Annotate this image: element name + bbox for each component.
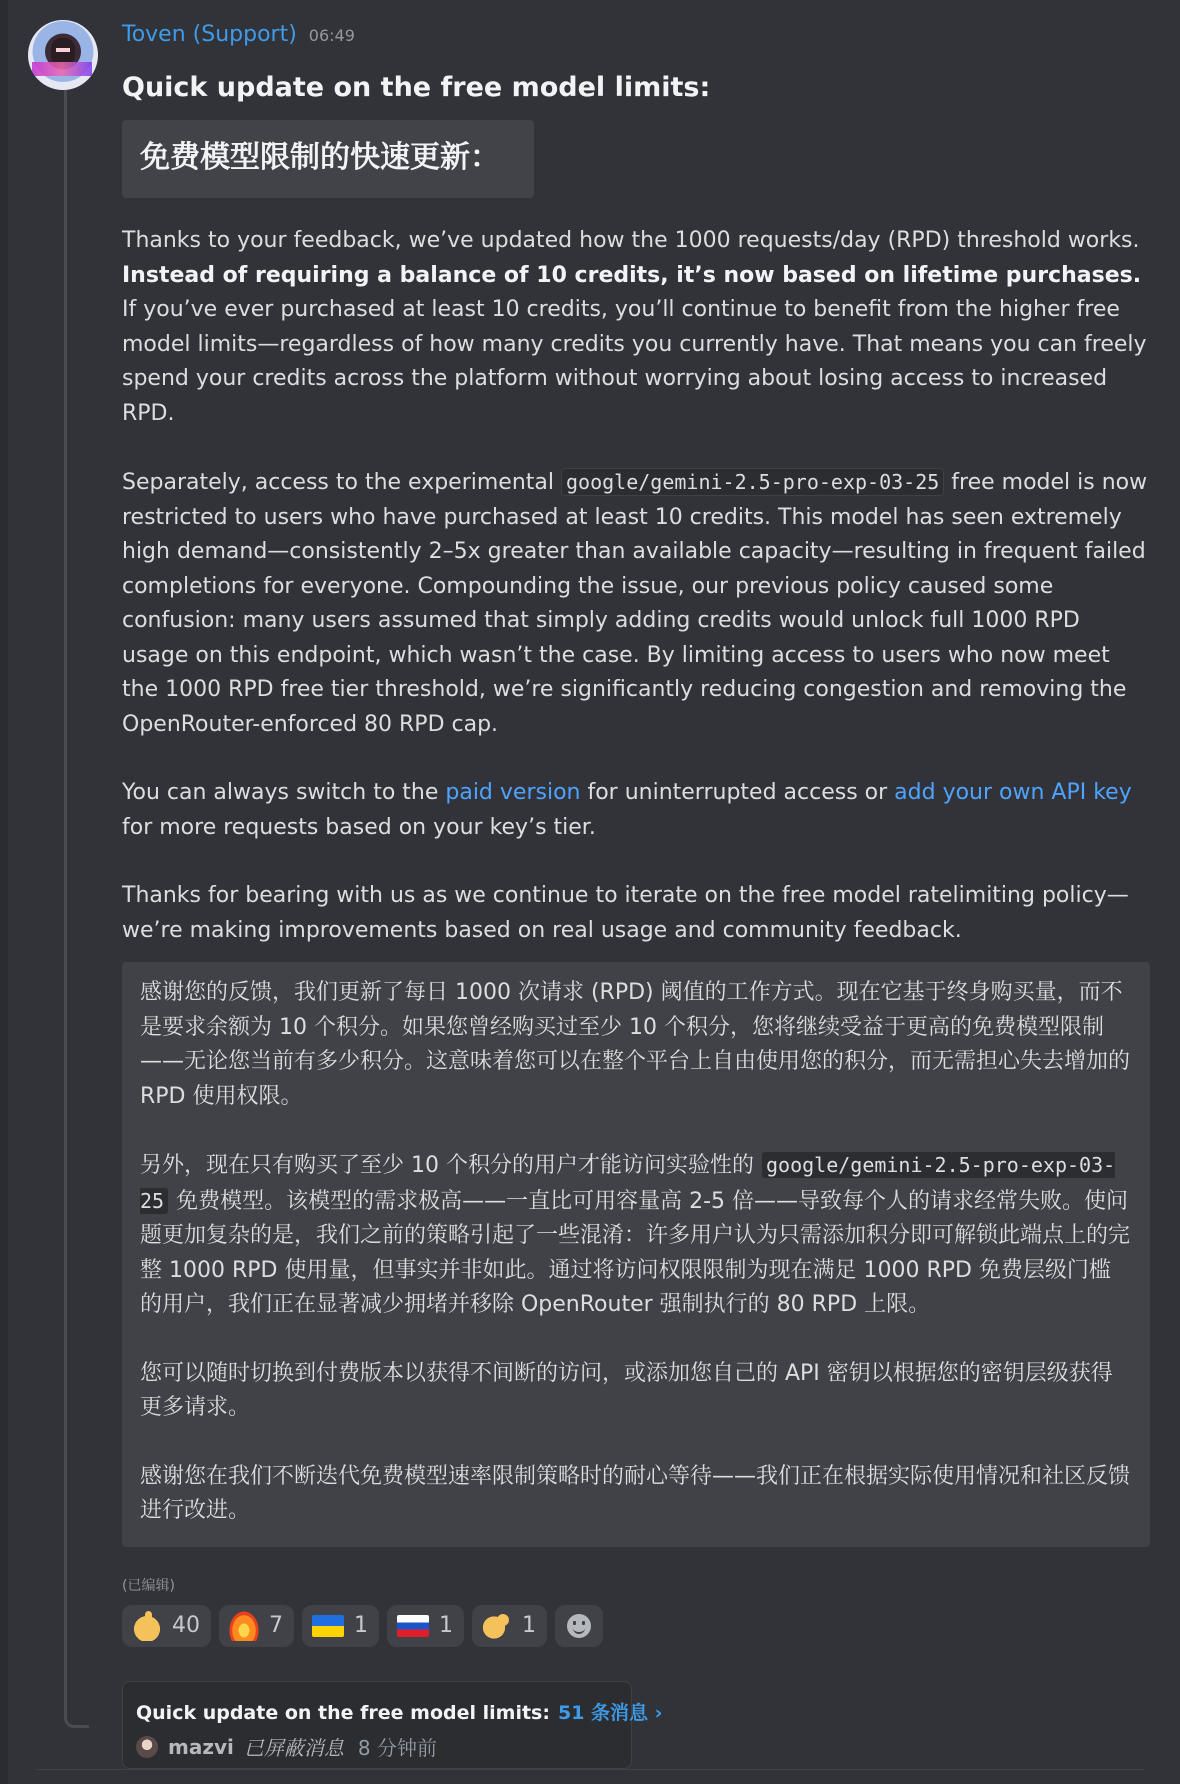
avatar-eyes: [56, 48, 70, 52]
thread-last-message: [136, 1732, 437, 1761]
timestamp[interactable]: 06:49: [308, 26, 355, 45]
reaction-fire[interactable]: [219, 1605, 294, 1647]
add-reaction-icon: [567, 1614, 591, 1638]
reaction-flexed-biceps[interactable]: [472, 1605, 547, 1647]
thread-time-ago: 8 分钟前: [357, 1736, 437, 1760]
flexed-biceps-icon: [482, 1611, 512, 1641]
paragraph-2: [122, 465, 1150, 742]
message-content: [122, 70, 1150, 1647]
zh-heading-block: 免费模型限制的快速更新：: [122, 120, 534, 198]
add-reaction-button[interactable]: [555, 1605, 603, 1647]
zh-translation-block: [122, 962, 1150, 1547]
paragraph-1: [122, 224, 1150, 431]
avatar-decoration: [32, 62, 92, 76]
thumbs-up-icon: [132, 1611, 162, 1641]
paid-version-link[interactable]: paid version: [445, 780, 581, 805]
zh-p2-text-start: 另外，现在只有购买了至少 10 个积分的用户才能访问实验性的: [140, 1153, 761, 1178]
paragraph-4: Thanks for bearing with us as we continue to iterate on the free model ratelimiting policy—we’re making improvements based on real usage and community feedback.: [122, 883, 1129, 943]
reaction-russia-flag[interactable]: [387, 1605, 464, 1647]
reactions-bar: [122, 1605, 1150, 1647]
author-name[interactable]: Toven (Support): [122, 22, 297, 47]
p3-text-mid: for uninterrupted access or: [580, 780, 895, 805]
blocked-message-text: 已屏蔽消息: [243, 1736, 344, 1760]
reaction-count: 1: [439, 1613, 453, 1638]
thread-message-count[interactable]: 51 条消息 ›: [557, 1702, 663, 1724]
p3-text-end: for more requests based on your key’s tier.: [122, 814, 596, 840]
thread-title-row: [136, 1698, 662, 1725]
thread-last-user: mazvi: [168, 1734, 234, 1759]
reaction-count: 1: [522, 1613, 536, 1638]
reaction-count: 7: [269, 1613, 283, 1638]
p1-text-start: Thanks to your feedback, we’ve updated how the 1000 requests/day (RPD) threshold works.: [122, 228, 1140, 253]
p1-text-end: If you’ve ever purchased at least 10 credits, you’ll continue to benefit from the higher free model limits—regardless of how many credits you currently have. That means you can freely spend your credits across the platform without worrying about losing access to increased RPD.: [122, 297, 1147, 426]
reaction-thumbs-up[interactable]: [122, 1605, 211, 1647]
avatar[interactable]: [28, 20, 98, 90]
user-avatar: [136, 1736, 158, 1758]
reaction-count: 40: [172, 1613, 200, 1638]
ukraine-flag-icon: [312, 1615, 344, 1637]
zh-paragraph-4: 感谢您在我们不断迭代免费模型速率限制策略时的耐心等待——我们正在根据实际使用情况和社区反馈进行改进。: [140, 1463, 1131, 1523]
bottom-divider: [36, 1769, 1144, 1770]
thread-connector-line: [64, 90, 89, 1728]
reaction-ukraine-flag[interactable]: [302, 1605, 379, 1647]
reaction-count: 1: [354, 1613, 368, 1638]
model-code: google/gemini-2.5-pro-exp-03-25: [561, 468, 944, 496]
russia-flag-icon: [397, 1615, 429, 1637]
p2-text-start: Separately, access to the experimental: [122, 470, 562, 495]
p3-text-start: You can always switch to the: [122, 780, 446, 805]
fire-icon: [229, 1611, 259, 1641]
left-rail: [0, 0, 8, 1784]
p2-text-end: free model is now restricted to users who have purchased at least 10 credits. This model has seen extremely high demand—consistently 2–5x greater than available capacity—resulting in frequent failed completions for everyone. Compounding the issue, our previous policy caused some confusion: many users assumed that simply adding credits would unlock full 1000 RPD usage on this endpoint, which wasn’t the case. By limiting access to users who now meet the 1000 RPD free tier threshold, we’re significantly reducing congestion and removing the OpenRouter-enforced 80 RPD cap.: [122, 470, 1148, 737]
zh-paragraph-2: [140, 1148, 1132, 1323]
message-heading: Quick update on the free model limits:: [122, 72, 711, 103]
zh-p2-text-end: 免费模型。该模型的需求极高——一直比可用容量高 2-5 倍——导致每个人的请求经常失败。使问题更加复杂的是，我们之前的策略引起了一些混淆：许多用户认为只需添加积分即可解锁此端点上的完整 1000 RPD 使用量，但事实并非如此。通过将访问权限限制为现在满足 1000 RPD 免费层级门槛的用户，我们正在显著减少拥堵并移除 OpenRouter 强制执行的 80 RPD 上限。: [140, 1188, 1131, 1317]
zh-model-code: google/gemini-2.5-pro-exp-03-25: [140, 1153, 1116, 1213]
thread-title: Quick update on the free model limits:: [136, 1702, 550, 1724]
message-header: [122, 22, 355, 47]
zh-paragraph-3: 您可以随时切换到付费版本以获得不间断的访问，或添加您自己的 API 密钥以根据您的密钥层级获得更多请求。: [140, 1360, 1113, 1420]
thread-preview-card[interactable]: [122, 1681, 663, 1769]
zh-paragraph-1: 感谢您的反馈，我们更新了每日 1000 次请求 (RPD) 阈值的工作方式。现在它基于终身购买量，而不是要求余额为 10 个积分。如果您曾经购买过至少 10 个积分，您将继续受益于更高的免费模型限制——无论您当前有多少积分。这意味着您可以在整个平台上自由使用您的积分，而无需担心失去增加的 RPD 使用权限。: [140, 980, 1131, 1109]
edited-label: (已编辑): [122, 1577, 175, 1594]
api-key-link[interactable]: add your own API key: [894, 780, 1132, 805]
paragraph-3: [122, 776, 1150, 845]
p1-bold-text: Instead of requiring a balance of 10 credits, it’s now based on lifetime purchases.: [122, 262, 1142, 288]
